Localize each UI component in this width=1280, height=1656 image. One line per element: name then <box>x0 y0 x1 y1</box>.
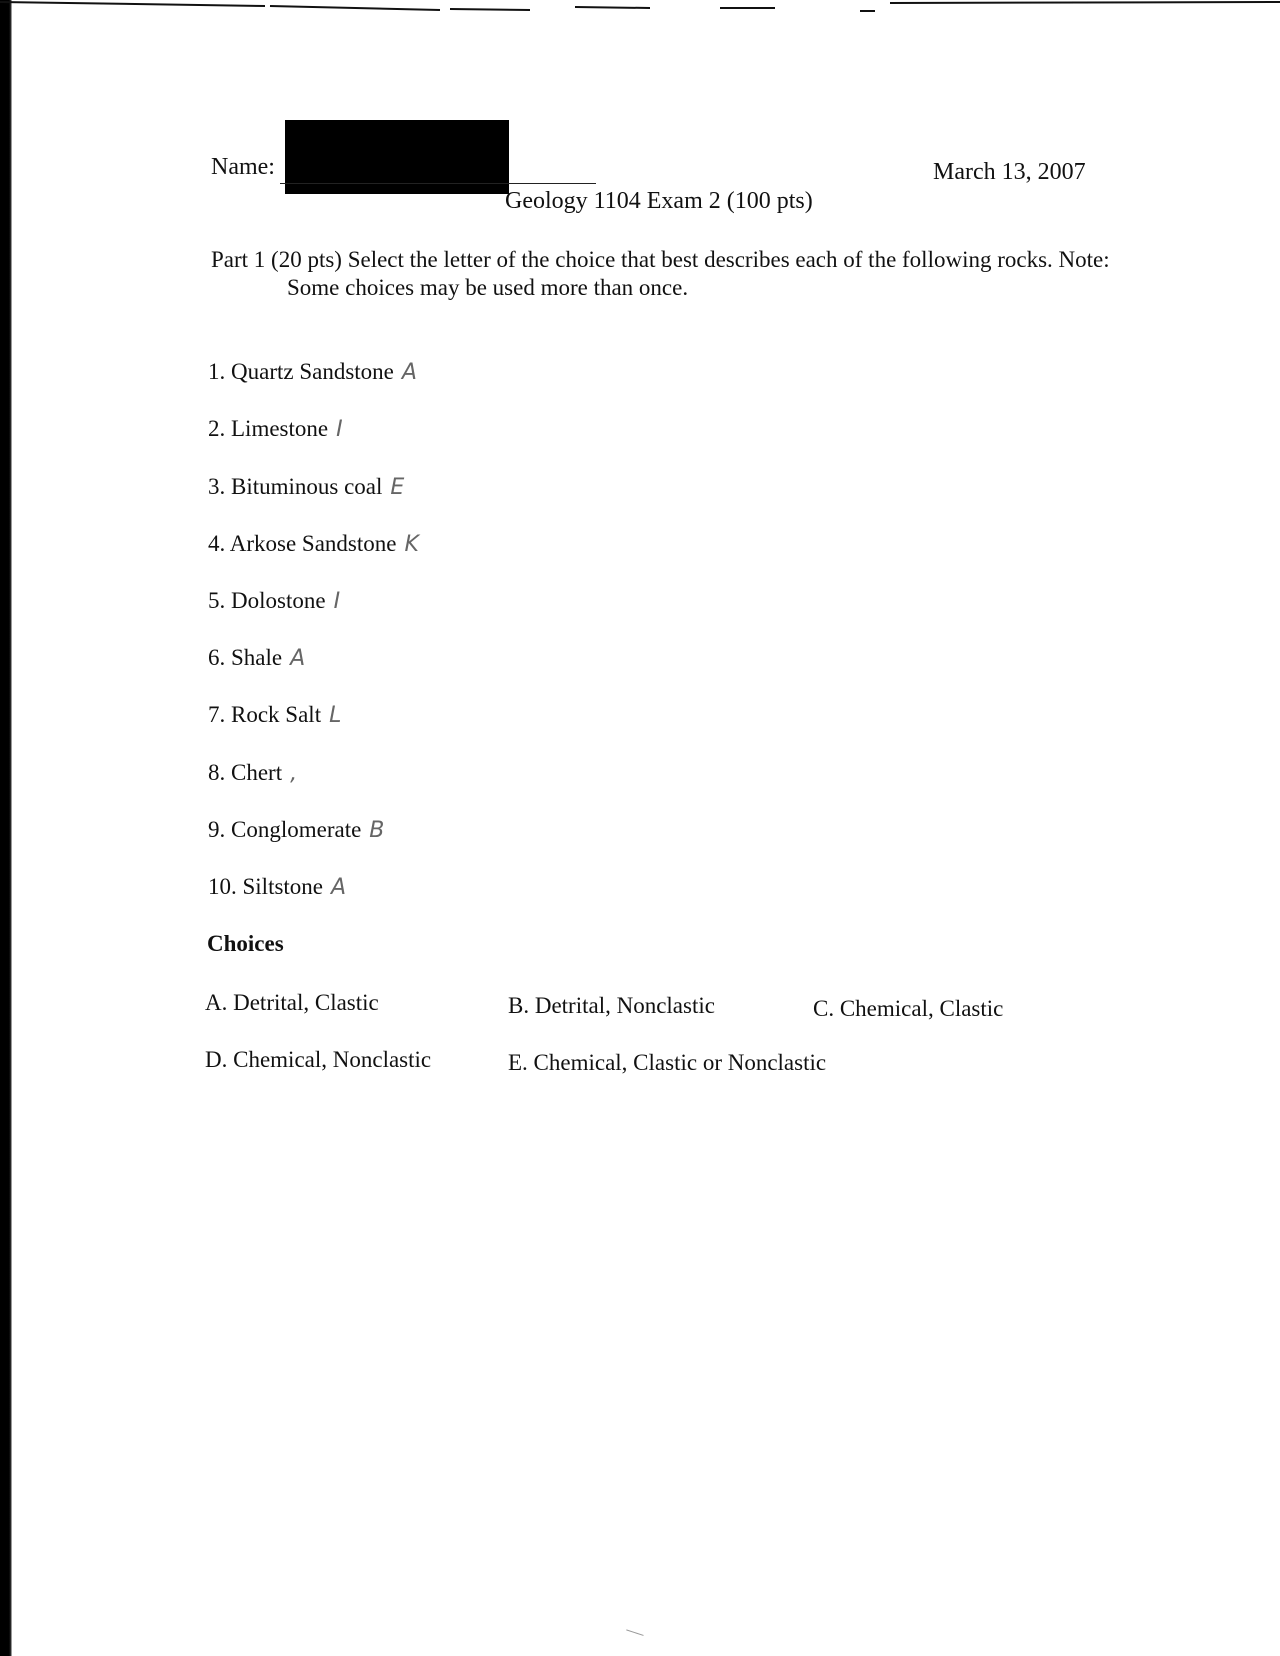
question-item <box>208 645 305 671</box>
choice-c: C. Chemical, Clastic <box>813 996 1004 1021</box>
question-item <box>208 874 346 900</box>
name-label: Name: <box>211 154 275 180</box>
question-item <box>208 588 340 614</box>
handwritten-answer: E <box>390 475 405 500</box>
question-text: 1. Quartz Sandstone <box>208 359 394 384</box>
question-text: 8. Chert <box>208 760 283 785</box>
question-text: 6. Shale <box>208 645 283 670</box>
question-item <box>208 474 404 500</box>
question-item <box>208 416 343 442</box>
scan-top-marks <box>0 0 1280 20</box>
question-item <box>208 760 297 786</box>
question-item <box>208 817 384 843</box>
handwritten-answer: I <box>336 417 343 442</box>
handwritten-answer: L <box>329 703 342 728</box>
choice-d: D. Chemical, Nonclastic <box>205 1047 432 1072</box>
choices-heading: Choices <box>207 931 284 956</box>
scan-left-edge <box>0 0 12 1656</box>
question-text: 4. Arkose Sandstone <box>208 531 397 556</box>
exam-date: March 13, 2007 <box>933 159 1086 185</box>
choice-e: E. Chemical, Clastic or Nonclastic <box>508 1050 827 1075</box>
handwritten-answer: I <box>333 589 341 614</box>
question-text: 2. Limestone <box>208 416 329 441</box>
handwritten-answer: B <box>369 818 385 843</box>
choice-b: B. Detrital, Nonclastic <box>508 993 715 1018</box>
question-text: 5. Dolostone <box>208 588 326 613</box>
question-text: 10. Siltstone <box>208 874 324 899</box>
question-item <box>208 702 341 728</box>
handwritten-answer: A <box>401 360 417 385</box>
name-underline <box>280 183 596 184</box>
question-item <box>208 359 417 385</box>
handwritten-answer: A <box>331 875 347 900</box>
question-item <box>208 531 419 557</box>
handwritten-answer: K <box>404 532 419 557</box>
question-text: 3. Bituminous coal <box>208 474 383 499</box>
question-text: 9. Conglomerate <box>208 817 362 842</box>
exam-title: Geology 1104 Exam 2 (100 pts) <box>505 188 813 214</box>
handwritten-answer: A <box>290 646 306 671</box>
handwritten-answer: , <box>290 761 298 786</box>
scan-speck <box>624 1629 643 1641</box>
choice-a: A. Detrital, Clastic <box>205 990 379 1015</box>
part1-instructions: Part 1 (20 pts) Select the letter of the choice that best describes each of the following rocks. Note: Some choices may be used more than once. <box>211 247 1110 300</box>
question-text: 7. Rock Salt <box>208 702 322 727</box>
